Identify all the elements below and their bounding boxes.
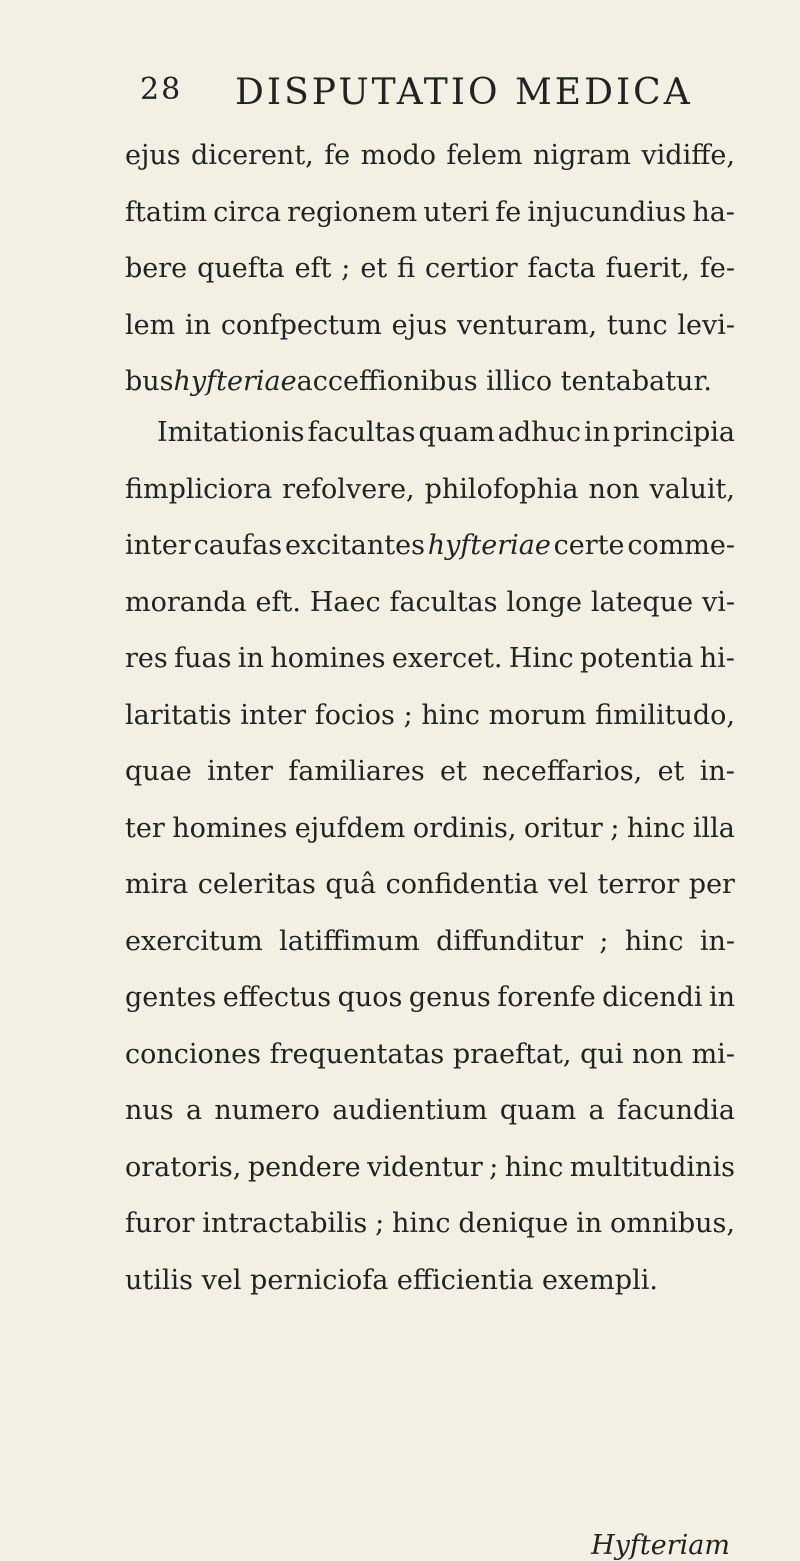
paragraph-1	[125, 128, 735, 411]
text-line: res fuas in homines exercet. Hinc potentia hi-	[125, 643, 735, 674]
catchword: Hyfteriam	[591, 1530, 730, 1561]
text-line: exercitum latiffimum diffunditur ; hinc in-	[125, 925, 735, 957]
text-line: nus a numero audientium quam a facundia	[125, 1095, 735, 1126]
text-line: fimpliciora refolvere, philofophia non valuit,	[125, 473, 735, 505]
paragraph-2	[125, 405, 735, 1309]
text-line: conciones frequentatas praeftat, qui non mi-	[125, 1038, 735, 1070]
text-line: ter homines ejufdem ordinis, oritur ; hinc illa	[125, 812, 735, 844]
page-header	[140, 72, 740, 122]
text-line: laritatis inter focios ; hinc morum fimilitudo,	[125, 699, 735, 731]
text-line: ejus dicerent, fe modo felem nigram vidiffe,	[125, 140, 735, 171]
text-line: ftatim circa regionem uteri fe injucundius ha-	[125, 196, 735, 228]
text-line: quae inter familiares et neceffarios, et in-	[125, 756, 735, 787]
text-line: inter caufas excitantes hyfteriae certe comme-	[125, 530, 735, 561]
text-line: oratoris, pendere videntur ; hinc multitudinis	[125, 1151, 735, 1183]
text-line: mira celeritas quâ confidentia vel terror per	[125, 869, 735, 900]
text-line: utilis vel perniciofa efficientia exempli.	[125, 1264, 658, 1296]
text-line: bere quefta eft ; et fi certior facta fuerit, fe-	[125, 253, 735, 284]
text-line: bus hyfteriae acceffionibus illico tentabatur.	[125, 366, 712, 397]
text-line: moranda eft. Haec facultas longe lateque vi-	[125, 586, 735, 618]
text-line: furor intractabilis ; hinc denique in omnibus,	[125, 1208, 735, 1239]
text-line: gentes effectus quos genus forenfe dicendi in	[125, 982, 735, 1013]
text-line: lem in confpectum ejus venturam, tunc levi-	[125, 309, 735, 341]
page-number: 28	[140, 72, 183, 107]
running-title: DISPUTATIO MEDICA	[235, 72, 693, 113]
text-line: Imitationis facultas quam adhuc in principia	[157, 417, 735, 448]
